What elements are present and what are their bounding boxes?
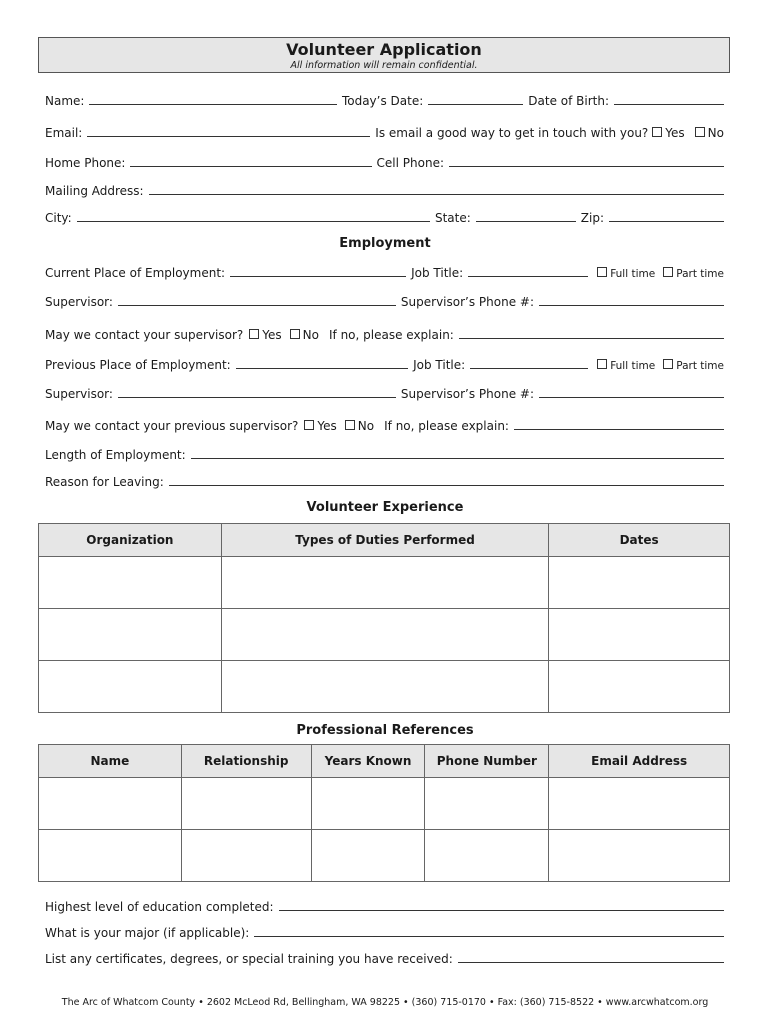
email-no-label: No (707, 126, 724, 140)
zip-label: Zip: (580, 211, 604, 225)
col-dates: Dates (549, 524, 730, 557)
prev-supervisor-label: Supervisor: (45, 387, 113, 401)
col-phone-number: Phone Number (425, 745, 549, 778)
form-subtitle: All information will remain confidential. (290, 60, 478, 71)
supervisor-phone-label: Supervisor’s Phone #: (400, 295, 534, 309)
table-row (39, 557, 730, 609)
cell-phone-label: Cell Phone: (376, 156, 444, 170)
todays-date-field[interactable] (428, 104, 523, 105)
full-time-label: Full time (610, 268, 656, 280)
email-question: Is email a good way to get in touch with you? (375, 126, 649, 140)
supervisor-row (45, 293, 724, 309)
volunteer-heading: Volunteer Experience (306, 500, 464, 515)
dob-label: Date of Birth: (528, 94, 609, 108)
contact-yes-checkbox[interactable] (249, 329, 259, 339)
ref-name-cell[interactable] (39, 778, 182, 830)
name-row (45, 92, 724, 108)
cell-phone-field[interactable] (449, 166, 724, 167)
education-label: Highest level of education completed: (45, 900, 274, 914)
name-label: Name: (45, 94, 85, 108)
certificates-row (45, 950, 724, 966)
education-row (45, 898, 724, 914)
explain-field[interactable] (459, 338, 724, 339)
previous-employment-row (45, 356, 724, 372)
city-label: City: (45, 211, 72, 225)
col-years-known: Years Known (311, 745, 425, 778)
supervisor-phone-field[interactable] (539, 305, 724, 306)
part-time-label: Part time (676, 268, 724, 280)
todays-date-label: Today’s Date: (341, 94, 424, 108)
email-no-checkbox[interactable] (695, 127, 705, 137)
mailing-address-label: Mailing Address: (45, 184, 144, 198)
current-place-label: Current Place of Employment: (45, 266, 226, 280)
form-title: Volunteer Application (286, 40, 482, 59)
email-yes-label: Yes (665, 126, 685, 140)
email-row (45, 124, 724, 140)
reason-row (45, 473, 724, 489)
ref-relationship-cell[interactable] (181, 778, 311, 830)
home-phone-label: Home Phone: (45, 156, 126, 170)
dates-cell[interactable] (549, 609, 730, 661)
email-label: Email: (45, 126, 83, 140)
col-email-address: Email Address (549, 745, 730, 778)
home-phone-field[interactable] (130, 166, 371, 167)
references-table (38, 744, 730, 882)
organization-cell[interactable] (39, 609, 222, 661)
supervisor-label: Supervisor: (45, 295, 113, 309)
prev-full-time-label: Full time (610, 360, 656, 372)
col-relationship: Relationship (181, 745, 311, 778)
reason-label: Reason for Leaving: (45, 475, 164, 489)
references-heading: Professional References (296, 723, 474, 738)
contact-prev-supervisor-label: May we contact your previous supervisor? (45, 419, 299, 433)
dates-cell[interactable] (549, 557, 730, 609)
major-row (45, 924, 724, 940)
length-field[interactable] (191, 458, 724, 459)
email-field[interactable] (87, 136, 370, 137)
table-row (39, 609, 730, 661)
state-label: State: (434, 211, 471, 225)
organization-cell[interactable] (39, 557, 222, 609)
prev-supervisor-phone-field[interactable] (539, 397, 724, 398)
prev-supervisor-phone-label: Supervisor’s Phone #: (400, 387, 534, 401)
major-label: What is your major (if applicable): (45, 926, 250, 940)
ref-email-cell[interactable] (549, 830, 730, 882)
contact-prev-no-label: No (357, 419, 375, 433)
previous-place-label: Previous Place of Employment: (45, 358, 231, 372)
prev-supervisor-field[interactable] (118, 397, 396, 398)
ref-years-cell[interactable] (311, 830, 425, 882)
part-time-checkbox[interactable] (663, 267, 673, 277)
mailing-row (45, 182, 724, 198)
city-field[interactable] (77, 221, 430, 222)
current-employment-row (45, 264, 724, 280)
job-title-label: Job Title: (411, 266, 464, 280)
city-row (45, 209, 724, 225)
length-row (45, 446, 724, 462)
certificates-label: List any certificates, degrees, or special training you have received: (45, 952, 453, 966)
mailing-address-field[interactable] (149, 194, 724, 195)
ref-name-cell[interactable] (39, 830, 182, 882)
zip-field[interactable] (609, 221, 724, 222)
duties-cell[interactable] (221, 661, 548, 713)
contact-no-checkbox[interactable] (290, 329, 300, 339)
form-header (38, 37, 730, 73)
job-title-field[interactable] (468, 276, 588, 277)
table-row (39, 778, 730, 830)
contact-prev-supervisor-row (45, 417, 724, 433)
prev-explain-field[interactable] (514, 429, 724, 430)
col-duties: Types of Duties Performed (221, 524, 548, 557)
prev-explain-label: If no, please explain: (384, 419, 509, 433)
contact-no-label: No (302, 328, 319, 342)
full-time-checkbox[interactable] (597, 267, 607, 277)
ref-years-cell[interactable] (311, 778, 425, 830)
volunteer-table (38, 523, 730, 713)
education-field[interactable] (279, 910, 724, 911)
dates-cell[interactable] (549, 661, 730, 713)
prev-part-time-checkbox[interactable] (663, 359, 673, 369)
length-label: Length of Employment: (45, 448, 186, 462)
supervisor-field[interactable] (118, 305, 396, 306)
table-row (39, 830, 730, 882)
contact-prev-no-checkbox[interactable] (345, 420, 355, 430)
col-organization: Organization (39, 524, 222, 557)
dob-field[interactable] (614, 104, 724, 105)
ref-relationship-cell[interactable] (181, 830, 311, 882)
organization-cell[interactable] (39, 661, 222, 713)
prev-part-time-label: Part time (676, 360, 724, 372)
prev-job-title-label: Job Title: (413, 358, 466, 372)
col-name: Name (39, 745, 182, 778)
current-place-field[interactable] (230, 276, 406, 277)
footer: The Arc of Whatcom County • 2602 McLeod Rd, Bellingham, WA 98225 • (360) 715-0170 • Fax: (360) 715-8522 • www.arcwhatcom.org (61, 997, 709, 1008)
employment-heading: Employment (339, 236, 431, 251)
major-field[interactable] (254, 936, 724, 937)
ref-phone-cell[interactable] (425, 778, 549, 830)
prev-supervisor-row (45, 385, 724, 401)
contact-yes-label: Yes (262, 328, 282, 342)
certificates-field[interactable] (458, 962, 724, 963)
name-field[interactable] (89, 104, 337, 105)
duties-cell[interactable] (221, 609, 548, 661)
reason-field[interactable] (169, 485, 724, 486)
ref-phone-cell[interactable] (425, 830, 549, 882)
contact-supervisor-label: May we contact your supervisor? (45, 328, 244, 342)
phone-row (45, 154, 724, 170)
duties-cell[interactable] (221, 557, 548, 609)
prev-job-title-field[interactable] (470, 368, 588, 369)
prev-full-time-checkbox[interactable] (597, 359, 607, 369)
previous-place-field[interactable] (236, 368, 408, 369)
contact-supervisor-row (45, 326, 724, 342)
table-row (39, 661, 730, 713)
contact-prev-yes-label: Yes (317, 419, 337, 433)
contact-prev-yes-checkbox[interactable] (304, 420, 314, 430)
email-yes-checkbox[interactable] (652, 127, 662, 137)
explain-label: If no, please explain: (328, 328, 454, 342)
state-field[interactable] (476, 221, 576, 222)
ref-email-cell[interactable] (549, 778, 730, 830)
